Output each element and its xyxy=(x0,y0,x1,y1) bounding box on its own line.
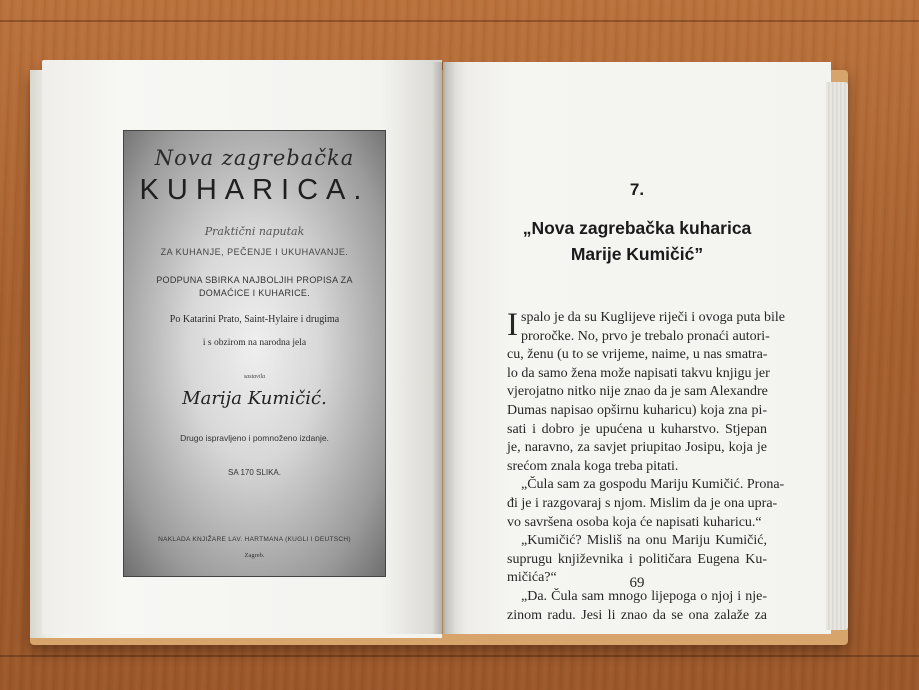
text-line: Dumas napisao opširnu kuharicu) koja zna pi- xyxy=(507,402,767,418)
facsimile-collection-line-2: DOMAĆICE I KUHARICE. xyxy=(198,288,310,298)
text-line: je, naravno, za savjet priupitao Josipu, koja je xyxy=(507,440,767,456)
facsimile-title-main: KUHARICA. xyxy=(139,174,370,206)
text-line: mičića?“ xyxy=(507,570,557,586)
book-gutter-shadow xyxy=(432,62,456,634)
chapter-title xyxy=(443,215,831,267)
chapter-title-line: Marije Kumičić” xyxy=(570,244,704,264)
facsimile-national-line: i s obzirom na narodna jela xyxy=(202,338,307,348)
text-line: suprugu književnika i političara Eugena Ku- xyxy=(507,551,767,567)
facsimile-city: Zagreb. xyxy=(244,552,265,559)
facsimile-sources-line: Po Katarini Prato, Saint-Hylaire i drugima xyxy=(169,314,340,325)
text-line: vjerojatno nitko nije znao da je sam Alexandre xyxy=(507,384,768,400)
text-line: „Da. Čula sam mnogo lijepoga o njoj i nje- xyxy=(521,588,767,604)
facsimile-collection-line: PODPUNA SBIRKA NAJBOLJIH PROPISA ZA xyxy=(156,275,353,285)
text-line: srećom znala koga treba pitati. xyxy=(507,458,679,474)
right-page-stack xyxy=(826,82,848,630)
text-line: zinom radu. Jesi li znao da se ona zalaže za xyxy=(507,607,767,623)
facsimile-purpose-line: ZA KUHANJE, PEČENJE I UKUHAVANJE. xyxy=(160,247,349,257)
text-line: „Čula sam za gospodu Mariju Kumičić. Prona- xyxy=(521,477,785,493)
drop-cap: I xyxy=(507,307,518,343)
page-number: 69 xyxy=(629,575,645,591)
text-line: vo savršena osoba koja će napisati kuharicu.“ xyxy=(507,514,762,530)
text-line: cu, ženu (u to se vrijeme, naime, u nas smatra- xyxy=(507,347,768,363)
table-plank-seam xyxy=(0,655,919,657)
text-line: „Kumičić? Misliš na onu Mariju Kumičić, xyxy=(521,533,767,549)
text-line: proročke. No, prvo je trebalo pronaći autori- xyxy=(521,328,770,344)
facsimile-publisher: NAKLADA KNJIŽARE LAV. HARTMANA (KUGLI I DEUTSCH) xyxy=(158,536,351,543)
facsimile-illustrations: SA 170 SLIKA. xyxy=(228,468,281,477)
text-line: sati i dobro je upućena u kuharstvo. Stjepan xyxy=(507,421,767,437)
title-page-facsimile xyxy=(123,130,386,577)
facsimile-author: Marija Kumičić. xyxy=(182,388,327,409)
text-line: spalo je da su Kuglijeve riječi i ovoga puta bile xyxy=(521,310,785,325)
chapter-number: 7. xyxy=(629,180,645,199)
facsimile-edition: Drugo ispravljeno i pomnoženo izdanje. xyxy=(180,433,329,443)
facsimile-title-script: Nova zagrebačka xyxy=(154,146,355,170)
chapter-title-line: „Nova zagrebačka kuharica xyxy=(522,218,752,238)
facsimile-subtitle: Praktični naputak xyxy=(204,225,305,238)
facsimile-author-label: sastavila xyxy=(243,374,266,380)
text-line: đi je i razgovaraj s njom. Mislim da je ona upra- xyxy=(507,495,778,511)
table-plank-seam xyxy=(0,20,919,22)
text-line: lo da samo žena može napisati takvu knjigu jer xyxy=(507,365,770,381)
